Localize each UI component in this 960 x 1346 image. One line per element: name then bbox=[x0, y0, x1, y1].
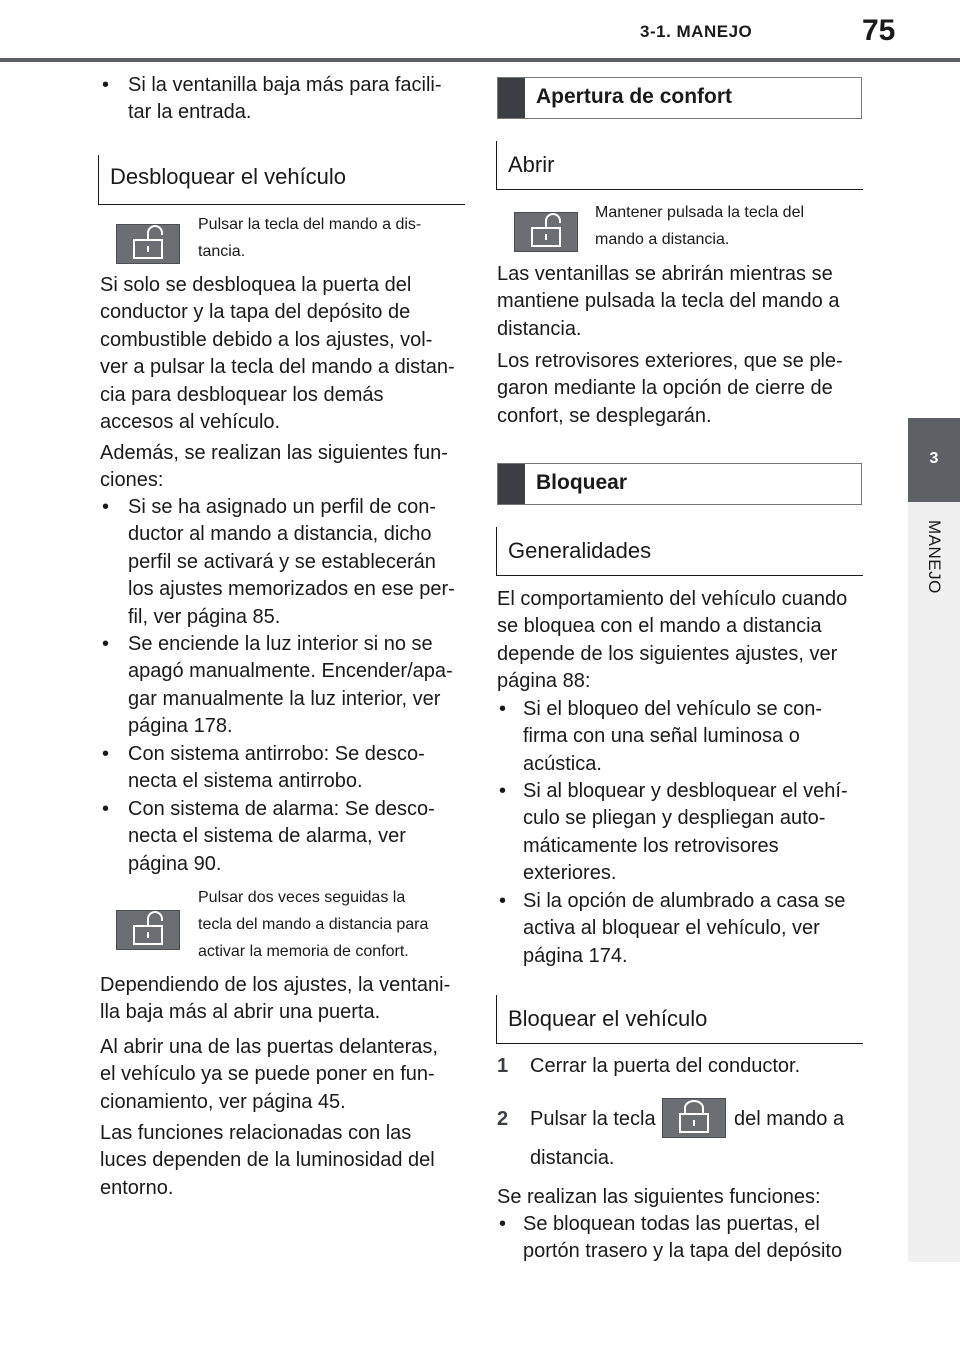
paragraph: Se realizan las siguientes funciones: bbox=[497, 1186, 821, 1208]
side-tab-track bbox=[908, 502, 960, 1262]
step-text: Pulsar la tecla bbox=[530, 1108, 656, 1130]
paragraph: Además, se realizan las siguientes fun- ciones: bbox=[100, 442, 448, 492]
running-header-section: 3-1. MANEJO bbox=[640, 22, 753, 41]
list-item: • Si la ventanilla baja más para facili- tar la entrada. bbox=[102, 72, 462, 128]
paragraph: Dependiendo de los ajustes, la ventani- lla baja más al abrir una puerta. bbox=[100, 974, 451, 1024]
step-number: 2 bbox=[497, 1108, 509, 1130]
list-item: • Con sistema antirrobo: Se desco- necta el sistema antirrobo. bbox=[102, 743, 425, 793]
heading-rule-vertical bbox=[496, 141, 497, 190]
paragraph: Las funciones relacionadas con las luces dependen de la luminosidad del entorno. bbox=[100, 1122, 435, 1199]
key-instruction: Pulsar dos veces seguidas la tecla del mando a distancia para activar la memoria de confort. bbox=[198, 889, 429, 960]
paragraph: Al abrir una de las puertas delanteras, el vehículo ya se puede poner en fun- cionamiento, ver página 45. bbox=[100, 1036, 438, 1113]
section-heading: Bloquear el vehículo bbox=[508, 1006, 708, 1031]
step-text: del mando a bbox=[734, 1108, 845, 1130]
key-instruction: Mantener pulsada la tecla del mando a distancia. bbox=[595, 204, 805, 248]
heading-rule-vertical bbox=[496, 527, 497, 576]
section-heading: Generalidades bbox=[508, 538, 652, 563]
list-item: • Con sistema de alarma: Se desco- necta el sistema de alarma, ver página 90. bbox=[102, 798, 435, 875]
paragraph: Los retrovisores exteriores, que se ple- garon mediante la opción de cierre de confort, se desplegarán. bbox=[497, 350, 843, 427]
paragraph: Las ventanillas se abrirán mientras se mantiene pulsada la tecla del mando a distancia. bbox=[497, 263, 840, 340]
step-number: 1 bbox=[497, 1055, 509, 1077]
unlock-key-icon bbox=[514, 212, 578, 252]
paragraph: Si solo se desbloquea la puerta del conductor y la tapa del depósito de combustible debido a los ajustes, vol- ver a pulsar la tecla del mando a distan- cia para desbloquear los demás accesos al vehículo. bbox=[100, 274, 455, 434]
list-item: • Si al bloquear y desbloquear el vehí- culo se pliegan y despliegan auto- máticamente los retrovisores exteriores. bbox=[499, 780, 848, 885]
side-tab-number: 3 bbox=[929, 450, 939, 467]
lock-key-icon bbox=[662, 1098, 726, 1138]
heading-rule-vertical bbox=[98, 155, 99, 205]
key-instruction: Pulsar la tecla del mando a dis- tancia. bbox=[198, 216, 422, 260]
header-rule bbox=[0, 58, 960, 62]
unlock-key-icon bbox=[116, 910, 180, 950]
paragraph: El comportamiento del vehículo cuando se bloquea con el mando a distancia depende de los siguientes ajustes, ver página 88: bbox=[497, 588, 848, 693]
unlock-key-icon bbox=[116, 224, 180, 264]
step-text: distancia. bbox=[530, 1147, 615, 1169]
bullet-list bbox=[102, 494, 472, 878]
section-heading: Desbloquear el vehículo bbox=[110, 164, 347, 189]
list-item: • Si la opción de alumbrado a casa se activa al bloquear el vehículo, ver página 174. bbox=[499, 890, 846, 967]
section-heading: Abrir bbox=[508, 152, 555, 177]
heading-rule bbox=[496, 575, 863, 576]
list-item: • Si se ha asignado un perfil de con- ductor al mando a distancia, dicho perfil se activará y se establecerán los ajustes memorizados en ese per- fil, ver página 85. bbox=[102, 496, 455, 628]
heading-rule bbox=[98, 204, 465, 205]
section-box-heading: Bloquear bbox=[497, 463, 862, 505]
heading-rule-vertical bbox=[496, 995, 497, 1044]
step-text: Cerrar la puerta del conductor. bbox=[530, 1055, 801, 1077]
page-number: 75 bbox=[862, 14, 896, 47]
list-item: • Se enciende la luz interior si no se apagó manualmente. Encender/apa- gar manualmente la luz interior, ver página 178. bbox=[102, 633, 453, 738]
bullet-text: Si la ventanilla baja más para facili- tar la entrada. bbox=[128, 74, 442, 124]
heading-rule bbox=[496, 189, 863, 190]
list-item: • Si el bloqueo del vehículo se con- firma con una señal luminosa o acústica. bbox=[499, 698, 823, 775]
heading-rule bbox=[496, 1043, 863, 1044]
section-box-heading: Apertura de confort bbox=[497, 77, 862, 119]
bullet-list bbox=[499, 696, 869, 970]
